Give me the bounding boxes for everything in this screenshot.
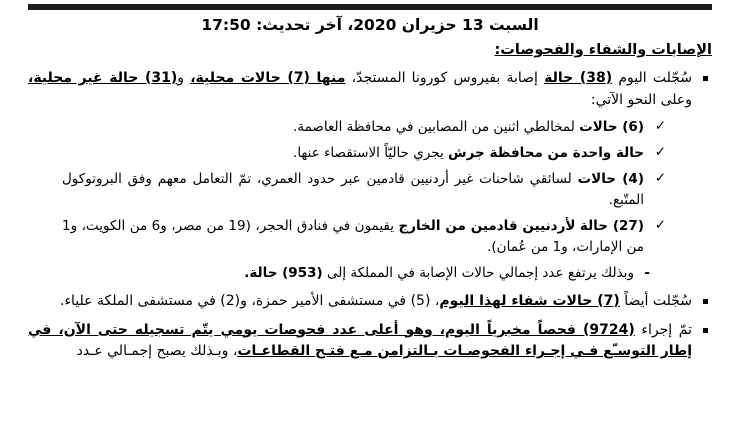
text-segment: ، وبـذلك يصبح إجمـالي عـدد	[76, 343, 238, 360]
top-banner-bar	[28, 4, 712, 10]
text-segment: (4) حالات	[577, 171, 644, 188]
text-segment: لسائقي شاحنات غير أردنيين قادمين عبر حدود العمري، تمّ التعامل معهم وفق البروتوكول المتّبع.	[62, 171, 644, 209]
text-segment: حالة واحدة من محافظة جرش	[448, 145, 644, 162]
text-segment: سُجّلت أيضاً	[619, 292, 692, 309]
bullet-list	[28, 68, 712, 363]
sub-list-item	[62, 143, 666, 164]
text-segment: تمّ إجراء	[634, 321, 692, 338]
text-segment: يقيمون في فنادق الحجر، (19 من مصر، و6 من الكويت، و1 من الإمارات، و1 من عُمان).	[62, 218, 644, 255]
text-segment: (6) حالات	[579, 119, 644, 136]
text-segment: إصابة بفيروس كورونا المستجدّ،	[345, 70, 545, 86]
text-segment: لأردنيين قادمين من الخارج	[398, 218, 576, 235]
text-segment: وبذلك يرتفع عدد إجمالي حالات الإصابة في المملكة إلى	[322, 264, 634, 281]
text-segment: (38) حالة	[544, 70, 613, 86]
list-item	[28, 320, 712, 363]
text-segment: يجري حاليّاً الاستقصاء عنها.	[293, 145, 449, 162]
sub-list-item	[62, 216, 666, 258]
text-segment: (9724) فحصاً مخبرياً اليوم، وهو أعلى عدد فحوصات يومي يتّم تسجيله حتى الآن، في إطار التوسـّع فـي إجـراء الفحوصـات بـالتزامن مـع فتـح القطاعـات	[28, 321, 692, 360]
text-segment: وعلى النحو الآتي:	[590, 91, 692, 108]
note-list-item	[88, 263, 652, 284]
text-segment: (953) حالة.	[244, 264, 323, 281]
text-segment: منها (7) حالات محلية،	[190, 70, 346, 86]
text-segment: (27) حالة	[579, 218, 644, 235]
list-item-text	[60, 293, 692, 309]
sub-list	[28, 117, 692, 258]
list-item-text	[28, 70, 692, 108]
section-title: الإصابات والشفاء والفحوصات:	[494, 42, 712, 58]
text-segment: لمخالطي اثنين من المصابين في محافظة العاصمة.	[293, 119, 580, 136]
list-item	[28, 291, 712, 313]
list-item-text	[28, 322, 692, 360]
date-line: السبت 13 حزيران 2020، آخر تحديث: 17:50	[201, 16, 539, 34]
text-segment: (7) حالات شفاء لهذا اليوم	[439, 292, 620, 309]
list-item	[28, 68, 712, 284]
text-segment: و	[177, 70, 191, 86]
text-segment: ، (5) في مستشفى الأمير حمزة، و(2) في مستشفى الملكة علياء.	[60, 292, 440, 309]
sub-list-item	[62, 117, 666, 138]
text-segment: سُجّلت اليوم	[612, 70, 692, 86]
text-segment: (31) حالة غير محلية،	[28, 70, 178, 86]
sub-list-item	[62, 169, 666, 211]
note-list	[28, 263, 692, 284]
